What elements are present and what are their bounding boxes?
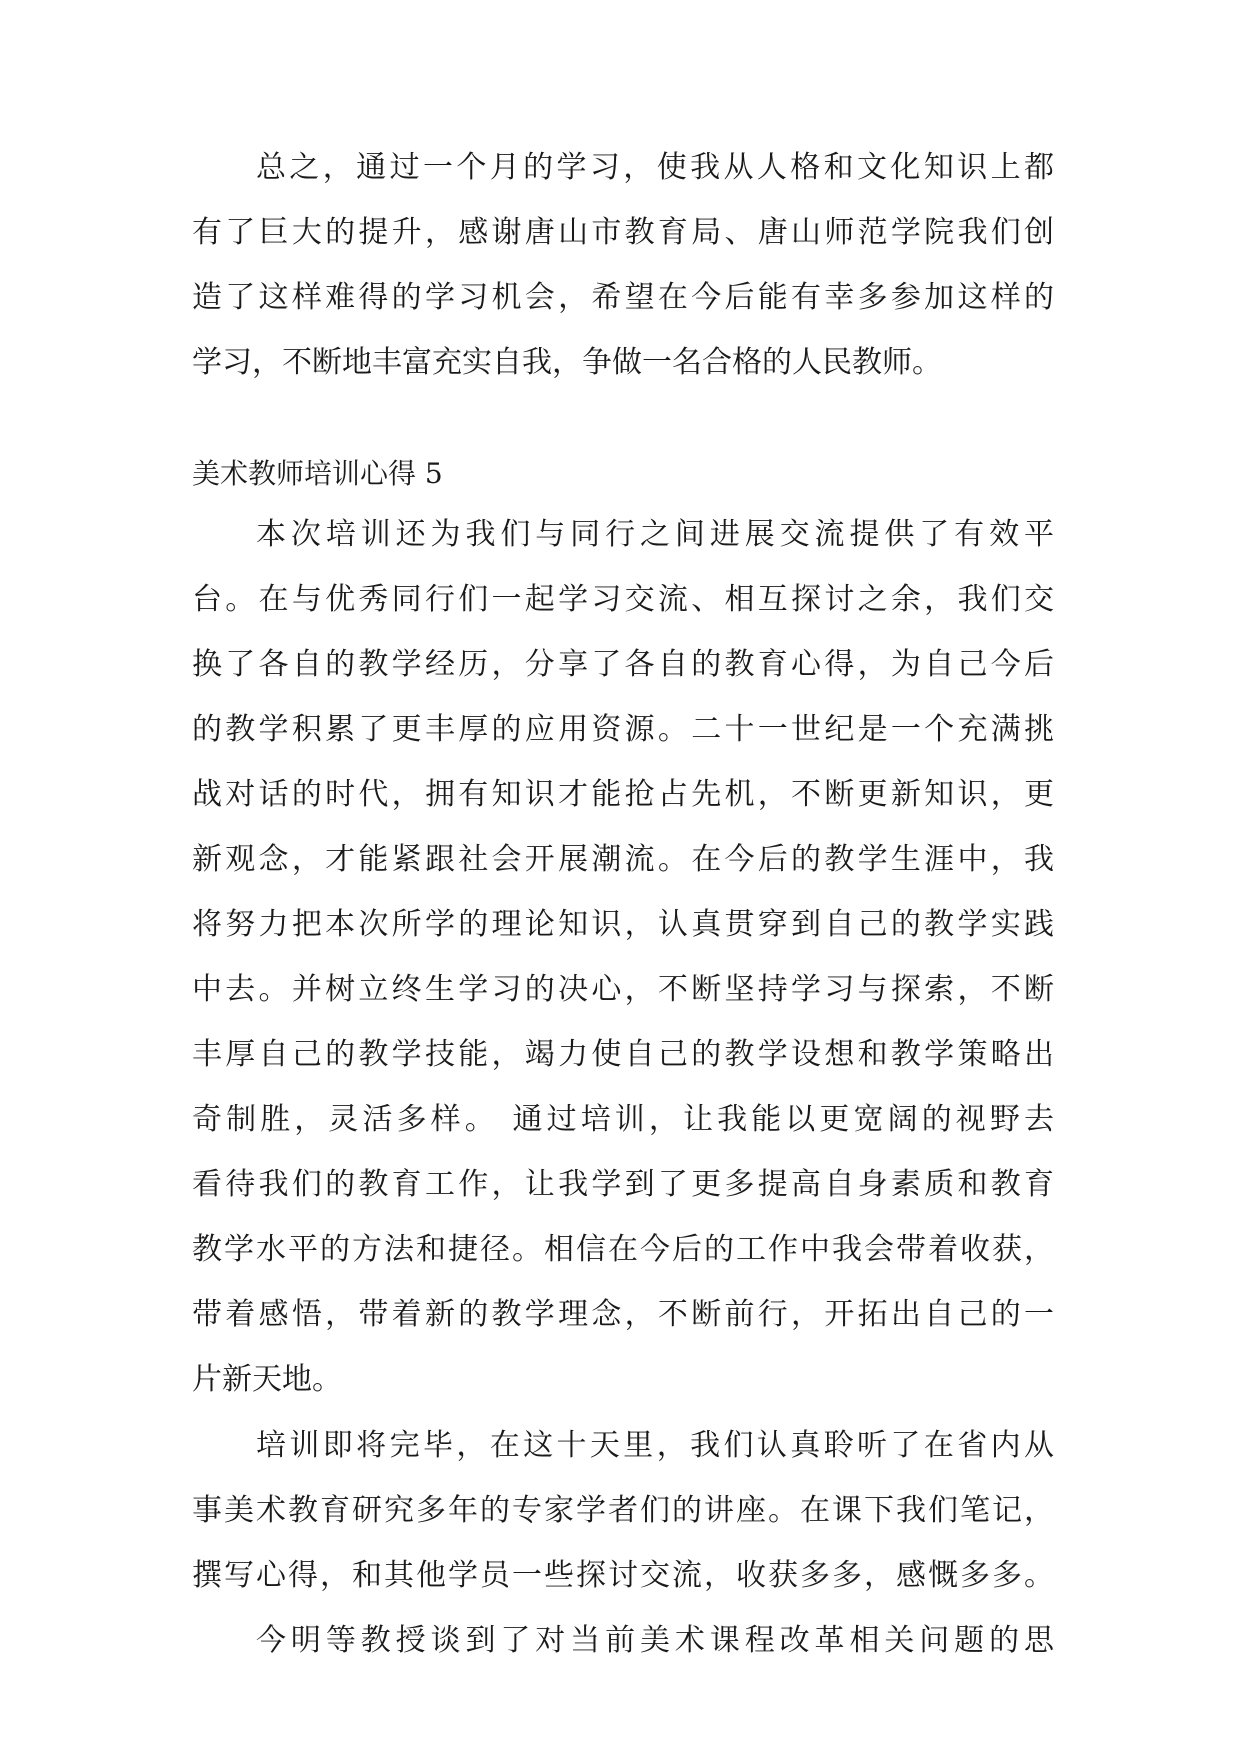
- text-line: 中去。并树立终生学习的决心，不断坚持学习与探索，不断: [192, 972, 1054, 1007]
- text-line: 战对话的时代，拥有知识才能抢占先机，不断更新知识，更: [192, 777, 1054, 812]
- section-heading: 美术教师培训心得 5: [192, 457, 443, 490]
- text-line: 带着感悟，带着新的教学理念，不断前行，开拓出自己的一: [192, 1297, 1054, 1332]
- text-line: 换了各自的教学经历，分享了各自的教育心得，为自己今后: [192, 647, 1054, 682]
- text-line: 的教学积累了更丰厚的应用资源。二十一世纪是一个充满挑: [192, 712, 1054, 747]
- text-line: 培训即将完毕，在这十天里，我们认真聆听了在省内从: [256, 1428, 1054, 1463]
- text-line: 事美术教育研究多年的专家学者们的讲座。在课下我们笔记，: [192, 1493, 1054, 1528]
- text-line: 片新天地。: [192, 1362, 342, 1397]
- text-line: 丰厚自己的教学技能，竭力使自己的教学设想和教学策略出: [192, 1037, 1054, 1072]
- text-line: 撰写心得，和其他学员一些探讨交流，收获多多，感慨多多。: [192, 1558, 1054, 1593]
- text-line: 台。在与优秀同行们一起学习交流、相互探讨之余，我们交: [192, 582, 1054, 617]
- text-line: 学习，不断地丰富充实自我，争做一名合格的人民教师。: [192, 345, 942, 380]
- text-line: 今明等教授谈到了对当前美术课程改革相关问题的思: [256, 1623, 1054, 1658]
- text-line: 本次培训还为我们与同行之间进展交流提供了有效平: [256, 517, 1054, 552]
- text-line: 看待我们的教育工作，让我学到了更多提高自身素质和教育: [192, 1167, 1054, 1202]
- text-line: 新观念，才能紧跟社会开展潮流。在今后的教学生涯中，我: [192, 842, 1054, 877]
- text-line: 造了这样难得的学习机会，希望在今后能有幸多参加这样的: [192, 280, 1054, 315]
- text-line: 总之，通过一个月的学习，使我从人格和文化知识上都: [256, 150, 1054, 185]
- text-line: 奇制胜，灵活多样。 通过培训，让我能以更宽阔的视野去: [192, 1102, 1054, 1137]
- text-line: 教学水平的方法和捷径。相信在今后的工作中我会带着收获，: [192, 1232, 1054, 1267]
- text-line: 将努力把本次所学的理论知识，认真贯穿到自己的教学实践: [192, 907, 1054, 942]
- text-line: 有了巨大的提升，感谢唐山市教育局、唐山师范学院我们创: [192, 215, 1054, 250]
